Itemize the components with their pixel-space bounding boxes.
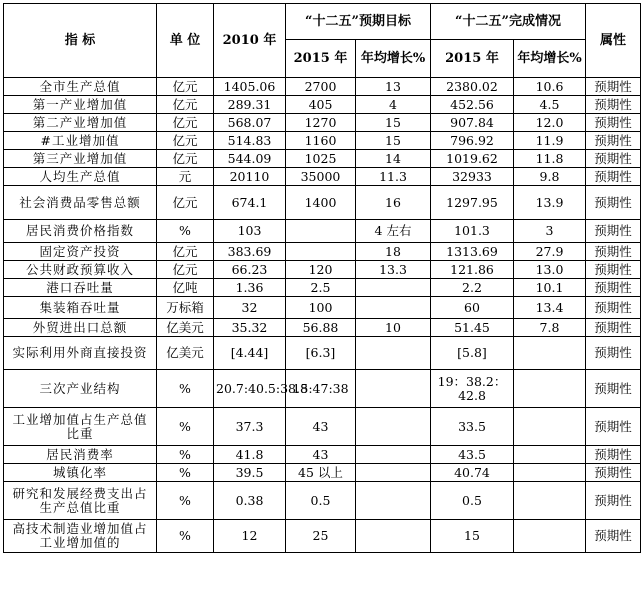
table-body	[4, 78, 641, 553]
row-indicator: 研究和发展经费支出占生产总值比重	[4, 482, 157, 520]
header-actual-2015: 2015 年	[431, 40, 514, 78]
header-target-growth: 年均增长%	[356, 40, 431, 78]
row-target-2015: 405	[286, 96, 356, 114]
row-indicator: 居民消费率	[4, 446, 157, 464]
table-row	[4, 168, 641, 186]
row-indicator: 固定资产投资	[4, 243, 157, 261]
row-indicator: 公共财政预算收入	[4, 261, 157, 279]
row-attribute: 预期性	[586, 186, 641, 220]
row-value-2010: 383.69	[214, 243, 286, 261]
row-actual-growth: 11.8	[514, 150, 586, 168]
row-target-2015: 2700	[286, 78, 356, 96]
row-actual-growth	[514, 446, 586, 464]
row-attribute: 预期性	[586, 297, 641, 319]
row-actual-2015: 32933	[431, 168, 514, 186]
row-actual-2015: 40.74	[431, 464, 514, 482]
row-value-2010: 37.3	[214, 408, 286, 446]
row-target-2015: 43	[286, 408, 356, 446]
header-attribute: 属性	[586, 4, 641, 78]
row-actual-growth	[514, 408, 586, 446]
row-actual-growth: 10.1	[514, 279, 586, 297]
row-value-2010: 32	[214, 297, 286, 319]
row-actual-2015: 907.84	[431, 114, 514, 132]
row-attribute: 预期性	[586, 319, 641, 337]
table-row	[4, 464, 641, 482]
row-target-2015: 35000	[286, 168, 356, 186]
row-actual-growth: 10.6	[514, 78, 586, 96]
row-actual-2015: 101.3	[431, 220, 514, 243]
header-indicator: 指 标	[4, 4, 157, 78]
row-indicator: 第一产业增加值	[4, 96, 157, 114]
table-row	[4, 408, 641, 446]
row-target-growth	[356, 408, 431, 446]
row-indicator: 全市生产总值	[4, 78, 157, 96]
row-attribute: 预期性	[586, 168, 641, 186]
row-actual-growth: 3	[514, 220, 586, 243]
row-indicator: 第三产业增加值	[4, 150, 157, 168]
row-attribute: 预期性	[586, 464, 641, 482]
row-target-2015: 15:47:38	[286, 370, 356, 408]
table-row	[4, 520, 641, 553]
header-actual-growth: 年均增长%	[514, 40, 586, 78]
row-actual-2015: 121.86	[431, 261, 514, 279]
row-unit: 亿元	[157, 132, 214, 150]
row-actual-2015: 0.5	[431, 482, 514, 520]
table-row	[4, 370, 641, 408]
row-target-growth: 4 左右	[356, 220, 431, 243]
row-indicator: 第二产业增加值	[4, 114, 157, 132]
row-indicator: 实际利用外商直接投资	[4, 337, 157, 370]
row-indicator: 工业增加值占生产总值比重	[4, 408, 157, 446]
row-target-2015: 1270	[286, 114, 356, 132]
row-actual-2015: 2.2	[431, 279, 514, 297]
table-row	[4, 186, 641, 220]
row-target-growth: 4	[356, 96, 431, 114]
row-unit: %	[157, 482, 214, 520]
row-actual-growth: 13.4	[514, 297, 586, 319]
row-unit: 万标箱	[157, 297, 214, 319]
row-actual-growth: 27.9	[514, 243, 586, 261]
table-row	[4, 78, 641, 96]
row-indicator: 港口吞吐量	[4, 279, 157, 297]
row-target-2015: 1025	[286, 150, 356, 168]
row-actual-growth	[514, 370, 586, 408]
row-unit: 亿元	[157, 96, 214, 114]
row-indicator: 外贸进出口总额	[4, 319, 157, 337]
row-actual-growth: 9.8	[514, 168, 586, 186]
row-target-growth	[356, 337, 431, 370]
header-2010: 2010 年	[214, 4, 286, 78]
row-actual-2015: 2380.02	[431, 78, 514, 96]
row-value-2010: 66.23	[214, 261, 286, 279]
row-unit: 亿元	[157, 243, 214, 261]
row-attribute: 预期性	[586, 261, 641, 279]
row-unit: 亿美元	[157, 319, 214, 337]
row-target-growth: 15	[356, 114, 431, 132]
row-value-2010: 20.7:40.5:38.8	[214, 370, 286, 408]
row-actual-2015: 452.56	[431, 96, 514, 114]
row-indicator: 居民消费价格指数	[4, 220, 157, 243]
row-actual-2015: 15	[431, 520, 514, 553]
row-actual-2015: 60	[431, 297, 514, 319]
row-value-2010: 1.36	[214, 279, 286, 297]
row-target-2015: 120	[286, 261, 356, 279]
row-value-2010: 514.83	[214, 132, 286, 150]
row-target-growth: 13	[356, 78, 431, 96]
row-target-growth: 13.3	[356, 261, 431, 279]
row-attribute: 预期性	[586, 408, 641, 446]
row-actual-growth	[514, 482, 586, 520]
row-actual-2015: 1019.62	[431, 150, 514, 168]
row-value-2010: 20110	[214, 168, 286, 186]
row-actual-growth	[514, 520, 586, 553]
row-target-growth	[356, 446, 431, 464]
row-actual-2015: 43.5	[431, 446, 514, 464]
row-target-2015: 0.5	[286, 482, 356, 520]
row-actual-growth	[514, 464, 586, 482]
header-target-2015: 2015 年	[286, 40, 356, 78]
row-unit: 亿元	[157, 150, 214, 168]
row-target-growth: 11.3	[356, 168, 431, 186]
row-actual-growth: 4.5	[514, 96, 586, 114]
header-unit: 单 位	[157, 4, 214, 78]
row-value-2010: 39.5	[214, 464, 286, 482]
row-attribute: 预期性	[586, 220, 641, 243]
table-row	[4, 482, 641, 520]
row-attribute: 预期性	[586, 482, 641, 520]
row-actual-growth: 13.0	[514, 261, 586, 279]
row-unit: %	[157, 370, 214, 408]
header-row-1	[4, 4, 641, 40]
row-target-growth: 10	[356, 319, 431, 337]
row-target-2015	[286, 243, 356, 261]
row-attribute: 预期性	[586, 370, 641, 408]
row-value-2010: 1405.06	[214, 78, 286, 96]
row-unit: %	[157, 408, 214, 446]
row-indicator: 集装箱吞吐量	[4, 297, 157, 319]
row-actual-growth: 12.0	[514, 114, 586, 132]
row-unit: 亿美元	[157, 337, 214, 370]
row-unit: 亿元	[157, 186, 214, 220]
row-value-2010: 0.38	[214, 482, 286, 520]
row-actual-2015: 1313.69	[431, 243, 514, 261]
row-actual-growth: 11.9	[514, 132, 586, 150]
row-target-growth	[356, 279, 431, 297]
row-target-2015	[286, 220, 356, 243]
indicator-table	[3, 3, 641, 553]
row-attribute: 预期性	[586, 243, 641, 261]
row-target-growth: 15	[356, 132, 431, 150]
row-target-2015: 1400	[286, 186, 356, 220]
row-actual-2015: 796.92	[431, 132, 514, 150]
row-value-2010: 674.1	[214, 186, 286, 220]
row-actual-2015: 33.5	[431, 408, 514, 446]
row-target-2015: 2.5	[286, 279, 356, 297]
row-indicator: 高技术制造业增加值占工业增加值的	[4, 520, 157, 553]
row-unit: 元	[157, 168, 214, 186]
row-attribute: 预期性	[586, 78, 641, 96]
row-attribute: 预期性	[586, 132, 641, 150]
row-value-2010: 568.07	[214, 114, 286, 132]
row-target-growth: 16	[356, 186, 431, 220]
row-target-growth: 18	[356, 243, 431, 261]
row-target-2015: 25	[286, 520, 356, 553]
table-row	[4, 114, 641, 132]
row-attribute: 预期性	[586, 114, 641, 132]
table-row	[4, 279, 641, 297]
row-value-2010: 41.8	[214, 446, 286, 464]
row-actual-2015: [5.8]	[431, 337, 514, 370]
row-target-growth	[356, 297, 431, 319]
row-value-2010: [4.44]	[214, 337, 286, 370]
row-indicator: 人均生产总值	[4, 168, 157, 186]
table-row	[4, 96, 641, 114]
row-target-2015: 45 以上	[286, 464, 356, 482]
table-row	[4, 446, 641, 464]
row-attribute: 预期性	[586, 150, 641, 168]
row-unit: 亿元	[157, 114, 214, 132]
row-actual-growth: 7.8	[514, 319, 586, 337]
row-target-growth	[356, 464, 431, 482]
header-actual-group: “十二五”完成情况	[431, 4, 586, 40]
row-attribute: 预期性	[586, 279, 641, 297]
row-indicator: #工业增加值	[4, 132, 157, 150]
row-value-2010: 103	[214, 220, 286, 243]
row-actual-growth: 13.9	[514, 186, 586, 220]
row-actual-2015: 19：38.2：42.8	[431, 370, 514, 408]
table-row	[4, 319, 641, 337]
row-attribute: 预期性	[586, 520, 641, 553]
row-actual-growth	[514, 337, 586, 370]
row-attribute: 预期性	[586, 446, 641, 464]
row-target-growth	[356, 482, 431, 520]
row-target-2015: 100	[286, 297, 356, 319]
row-target-growth: 14	[356, 150, 431, 168]
table-row	[4, 150, 641, 168]
row-target-2015: 43	[286, 446, 356, 464]
row-unit: 亿元	[157, 261, 214, 279]
row-unit: %	[157, 446, 214, 464]
table-row	[4, 220, 641, 243]
row-target-2015: 1160	[286, 132, 356, 150]
row-indicator: 城镇化率	[4, 464, 157, 482]
table-row	[4, 297, 641, 319]
table-row	[4, 337, 641, 370]
row-unit: %	[157, 520, 214, 553]
row-unit: 亿元	[157, 78, 214, 96]
row-attribute: 预期性	[586, 337, 641, 370]
table-row	[4, 261, 641, 279]
row-value-2010: 544.09	[214, 150, 286, 168]
row-target-2015: [6.3]	[286, 337, 356, 370]
row-value-2010: 12	[214, 520, 286, 553]
row-unit: %	[157, 220, 214, 243]
row-actual-2015: 51.45	[431, 319, 514, 337]
header-target-group: “十二五”预期目标	[286, 4, 431, 40]
row-target-2015: 56.88	[286, 319, 356, 337]
row-unit: 亿吨	[157, 279, 214, 297]
row-actual-2015: 1297.95	[431, 186, 514, 220]
row-target-growth	[356, 520, 431, 553]
table-row	[4, 132, 641, 150]
row-value-2010: 35.32	[214, 319, 286, 337]
row-attribute: 预期性	[586, 96, 641, 114]
row-target-growth	[356, 370, 431, 408]
table-row	[4, 243, 641, 261]
row-unit: %	[157, 464, 214, 482]
row-indicator: 三次产业结构	[4, 370, 157, 408]
row-indicator: 社会消费品零售总额	[4, 186, 157, 220]
row-value-2010: 289.31	[214, 96, 286, 114]
